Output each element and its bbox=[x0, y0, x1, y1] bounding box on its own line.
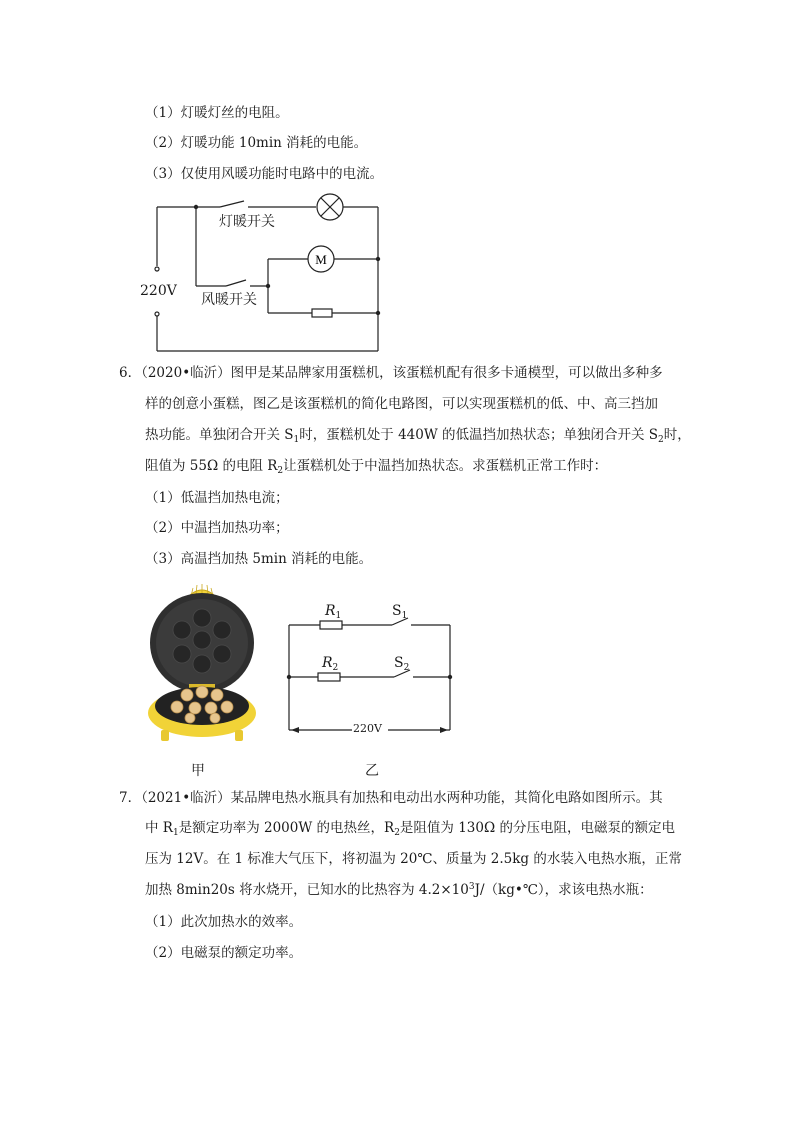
q6-item-2: （2）中温挡加热功率； bbox=[145, 520, 289, 536]
q6-item-1: （1）低温挡加热电流； bbox=[145, 490, 289, 506]
s2-label: $S_2$ bbox=[394, 655, 410, 673]
q7-line-4: 加热 8min20s 将水烧开，已知水的比热容为 $4.2\times 10^3J/(kg•℃)$，求该电热水瓶： bbox=[145, 882, 653, 898]
q7-line-1: 7．（2021•临沂）某品牌电热水瓶具有加热和电动出水两种功能，其简化电路如图所示。其 bbox=[119, 790, 663, 806]
q7-item-1: （1）此次加热水的效率。 bbox=[145, 914, 303, 930]
r2-label: $R_2$ bbox=[322, 655, 339, 673]
q6-item-3: （3）高温挡加热 5min 消耗的电能。 bbox=[145, 551, 373, 567]
q5-voltage-label: 220V bbox=[140, 283, 177, 299]
fig-b-caption: 乙 bbox=[365, 763, 379, 779]
q5-item-1: （1）灯暖灯丝的电阻。 bbox=[145, 105, 289, 121]
q5-item-2: （2）灯暖功能 10min 消耗的电能。 bbox=[145, 135, 368, 151]
motor-label: M bbox=[315, 252, 327, 267]
q6-line-4: 阻值为 55Ω 的电阻 $R_2$让蛋糕机处于中温挡加热状态。求蛋糕机正常工作时： bbox=[145, 458, 608, 476]
fan-switch-label: 风暖开关 bbox=[201, 292, 257, 308]
s1-label: $S_1$ bbox=[392, 603, 408, 621]
q6-line-2: 样的创意小蛋糕，图乙是该蛋糕机的简化电路图，可以实现蛋糕机的低、中、高三挡加 bbox=[145, 396, 658, 412]
r1-label: $R_1$ bbox=[325, 603, 342, 621]
q6-line-1: 6．（2020•临沂）图甲是某品牌家用蛋糕机，该蛋糕机配有很多卡通模型，可以做出多种多 bbox=[119, 365, 663, 381]
q6-voltage-label: 220V bbox=[353, 722, 382, 735]
q7-line-2: 中 $R_1$是额定功率为 2000W 的电热丝，$R_2$是阻值为 130Ω 的分压电阻，电磁泵的额定电 bbox=[145, 820, 675, 838]
lamp-switch-label: 灯暖开关 bbox=[219, 214, 275, 230]
q6-line-3: 热功能。单独闭合开关 $S_1$时，蛋糕机处于 440W 的低温挡加热状态；单独闭合开关 $S_2$时， bbox=[145, 427, 691, 445]
q7-line-3: 压为 12V。在 1 标准大气压下，将初温为 20℃、质量为 2.5kg 的水装入电热水瓶，正常 bbox=[145, 851, 682, 867]
q5-item-3: （3）仅使用风暖功能时电路中的电流。 bbox=[145, 166, 384, 182]
q7-item-2: （2）电磁泵的额定功率。 bbox=[145, 945, 303, 961]
fig-a-caption: 甲 bbox=[191, 763, 205, 779]
